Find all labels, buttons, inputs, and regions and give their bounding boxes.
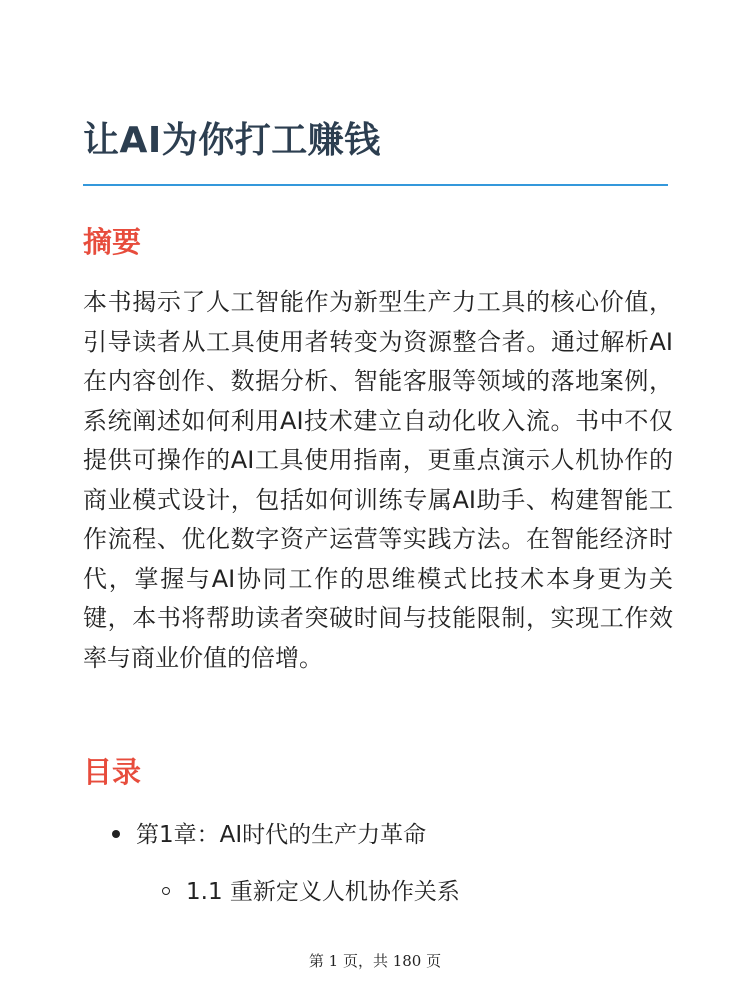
toc-item-chapter-1 xyxy=(112,819,426,851)
toc-item-section-1-1 xyxy=(162,876,460,908)
toc-item-label: 1.1 重新定义人机协作关系 xyxy=(186,879,460,905)
toc-heading: 目录 xyxy=(83,755,142,789)
bullet-disc-icon xyxy=(112,830,120,838)
abstract-heading: 摘要 xyxy=(83,225,142,259)
document-title: 让AI为你打工赚钱 xyxy=(83,120,381,161)
abstract-body: 本书揭示了人工智能作为新型生产力工具的核心价值，引导读者从工具使用者转变为资源整合者。通过解析AI在内容创作、数据分析、智能客服等领域的落地案例，系统阐述如何利用AI技术建立自动化收入流。书中不仅提供可操作的AI工具使用指南，更重点演示人机协作的商业模式设计，包括如何训练专属AI助手、构建智能工作流程、优化数字资产运营等实践方法。在智能经济时代，掌握与AI协同工作的思维模式比技术本身更为关键，本书将帮助读者突破时间与技能限制，实现工作效率与商业价值的倍增。 xyxy=(83,288,673,672)
toc-item-label: 第1章：AI时代的生产力革命 xyxy=(136,822,427,848)
title-divider xyxy=(83,184,668,186)
bullet-circle-icon xyxy=(162,887,170,895)
page-number-footer: 第 1 页，共 180 页 xyxy=(308,952,442,970)
